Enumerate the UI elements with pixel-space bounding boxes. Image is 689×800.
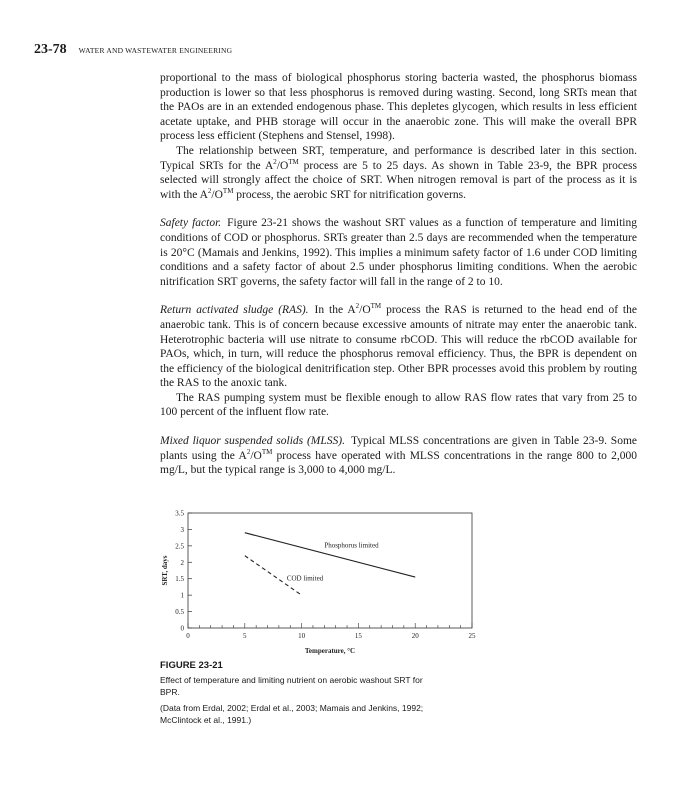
- paragraph: Return activated sludge (RAS). In the $A^2/O™$ process the RAS is returned to the head end of the anaerobic tank. This is of concern because excessive amounts of nitrate may enter the anaerobic tank. Heterotrophic bacteria will use nitrate to consume rbCOD. This will reduce the rbCOD available for PAOs, which, in turn, will reduce the phosphorus removal efficiency. Thus, the BPR is dependent on the efficiency of the biological denitrification step. Other BPR processes avoid this problem by routing the RAS to the anoxic tank.: [160, 302, 637, 390]
- subhead: Mixed liquor suspended solids (MLSS).: [160, 435, 345, 448]
- plot-frame: [188, 513, 472, 628]
- x-tick-label: 0: [186, 632, 190, 640]
- srt-chart: [155, 505, 495, 655]
- y-axis-label: SRT, days: [161, 555, 169, 586]
- x-tick-label: 10: [298, 632, 306, 640]
- paragraph: Mixed liquor suspended solids (MLSS). Typical MLSS concentrations are given in Table 23-9. Some plants using the $A^2/O™$ process have operated with MLSS concentrations in the range 800 to 2,000 mg/L, but the typical range is 3,000 to 4,000 mg/L.: [160, 435, 637, 477]
- paragraph: The relationship between SRT, temperature, and performance is described later in this section. Typical SRTs for the $A^2/O™$ process are 5 to 25 days. As shown in Table 23-9, the BPR process selected will strongly affect the choice of SRT. When nitrogen removal is part of the process as it is with the $A^2/O™$ process, the aerobic SRT for nitrification governs.: [160, 144, 637, 201]
- y-tick-label: 3.5: [175, 509, 184, 518]
- y-tick-label: 3: [180, 525, 184, 534]
- y-tick-label: 2: [180, 558, 184, 567]
- x-tick-label: 25: [468, 632, 476, 640]
- series-label: Phosphorus limited: [324, 541, 379, 550]
- paragraph: proportional to the mass of biological phosphorus storing bacteria wasted, the phosphorus biomass production is lower so that less phosphorus is removed during wasting. Second, long SRTs mean that the PAOs are in an extended endogenous phase. This depletes glycogen, which results in less efficient acetate uptake, and PHB storage will occur in the anaerobic zone. This will make the overall BPR process less efficient (Stephens and Stensel, 1998).: [160, 72, 637, 143]
- y-tick-label: 0.5: [175, 608, 184, 617]
- running-title: WATER AND WASTEWATER ENGINEERING: [78, 46, 233, 55]
- figure-caption: [160, 660, 440, 726]
- paragraph: The RAS pumping system must be flexible enough to allow RAS flow rates that vary from 25 to 100 percent of the influent flow rate.: [160, 391, 637, 419]
- x-tick-label: 20: [411, 632, 419, 640]
- y-tick-label: 0: [180, 624, 184, 633]
- series-line: [245, 533, 415, 577]
- subhead: Return activated sludge (RAS).: [160, 304, 309, 317]
- y-tick-label: 1.5: [175, 575, 184, 584]
- x-axis-label: Temperature, °C: [304, 647, 356, 655]
- subhead: Safety factor.: [160, 217, 222, 230]
- page-number: 23-78: [34, 42, 67, 57]
- paragraph: Safety factor. Figure 23-21 shows the washout SRT values as a function of temperature and limiting conditions of COD or phosphorus. SRTs greater than 2.5 days are recommended when the temperature is 20°C (Mamais and Jenkins, 1992). This implies a minimum safety factor of 1.6 under COD limiting conditions and a safety factor of about 2.5 under phosphorus limiting conditions. When the aerobic nitrification SRT governs, the safety factor will fall in the range of 2 to 10.: [160, 217, 637, 288]
- y-tick-label: 1: [180, 591, 184, 600]
- x-tick-label: 5: [243, 632, 247, 640]
- y-tick-label: 2.5: [175, 542, 184, 551]
- figure-caption-text: Effect of temperature and limiting nutrient on aerobic washout SRT for BPR.: [160, 675, 423, 697]
- body-text: [160, 71, 637, 478]
- figure-source: (Data from Erdal, 2002; Erdal et al., 2003; Mamais and Jenkins, 1992; McClintock et al., 1991.): [160, 703, 424, 725]
- x-tick-label: 15: [354, 632, 362, 640]
- page-header: [34, 40, 232, 58]
- figure-number: FIGURE 23-21: [160, 660, 223, 671]
- series-label: COD limited: [286, 574, 324, 583]
